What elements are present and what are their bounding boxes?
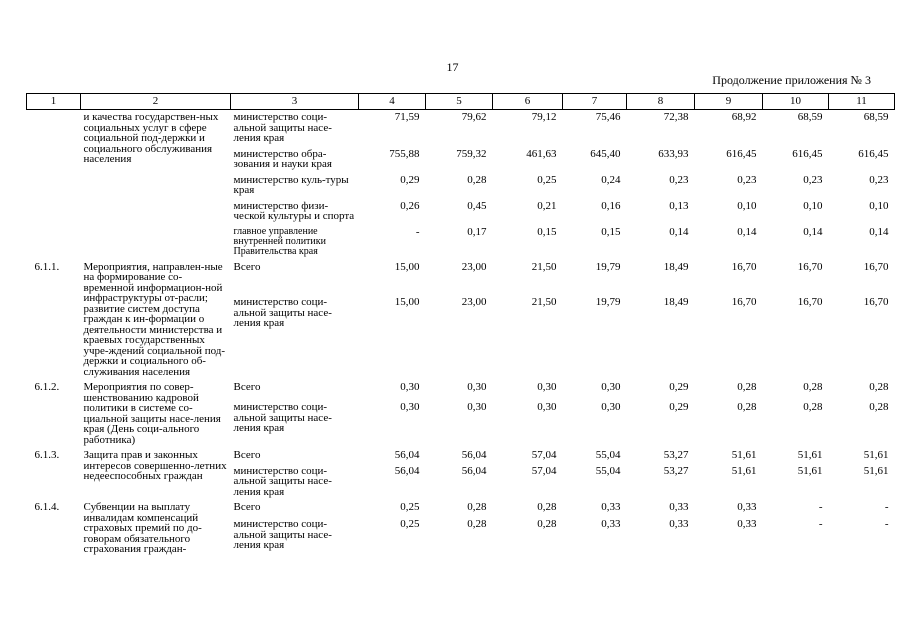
column-header: 9 (695, 94, 763, 110)
amount-cell: 755,88 (389, 147, 420, 160)
amount-cell: 53,27 (663, 464, 689, 477)
responsible-organization: министерство соци-альной защиты насе-ления края (233, 296, 332, 330)
appendix-continuation-label: Продолжение приложения № 3 (712, 73, 871, 87)
amount-cell: 461,63 (526, 147, 557, 160)
amount-cell: 79,62 (461, 111, 487, 123)
amount-cell: 0,30 (537, 381, 557, 393)
measure-name: Защита прав и законных интересов совершенно-летних недееспособных граждан (83, 449, 227, 482)
amount-cell: 0,25 (537, 173, 557, 186)
table-row (27, 500, 895, 517)
table-body (27, 110, 895, 558)
amount-cell: 68,92 (731, 111, 757, 123)
amount-cell: 53,27 (663, 449, 689, 461)
amount-cell: 0,29 (669, 401, 689, 414)
table-row (27, 380, 895, 400)
amount-cell: 0,28 (737, 381, 757, 393)
amount-cell: 0,28 (803, 401, 823, 414)
amount-cell: 0,30 (400, 401, 420, 414)
amount-cell: 55,04 (595, 449, 621, 461)
amount-cell: 0,25 (400, 518, 420, 531)
amount-cell: 19,79 (595, 296, 621, 309)
amount-cell: 0,23 (737, 173, 757, 186)
responsible-organization: Всего (233, 260, 261, 273)
amount-cell: 0,25 (400, 501, 420, 513)
column-header: 5 (426, 94, 493, 110)
responsible-organization: министерство физи-ческой культуры и спорта (233, 199, 355, 222)
amount-cell: 0,33 (737, 518, 757, 531)
measure-code: 6.1.2. (34, 381, 60, 393)
amount-cell: 51,61 (797, 449, 823, 461)
amount-cell: 51,61 (863, 449, 889, 461)
amount-cell: 16,70 (863, 260, 889, 273)
measure-name: Мероприятия по совер-шенствованию кадровой политики в системе со-циальной защиты насе-ления края (День соци-ального работника) (83, 381, 221, 446)
table-header-row (27, 94, 895, 110)
amount-cell: 0,23 (669, 173, 689, 186)
amount-cell: 51,61 (797, 464, 823, 477)
amount-cell: - (818, 501, 823, 513)
amount-cell: 0,30 (601, 401, 621, 414)
amount-cell: - (884, 501, 889, 513)
measure-code: 6.1.3. (34, 449, 60, 461)
measure-code (27, 110, 81, 260)
table-row (27, 110, 895, 147)
amount-cell: 21,50 (531, 260, 557, 273)
page-number: 17 (446, 60, 459, 74)
responsible-organization: министерство соци-альной защиты насе-ления края (233, 464, 332, 498)
amount-cell: 75,46 (595, 111, 621, 123)
amount-cell: - (415, 225, 420, 238)
amount-cell: 0,15 (601, 225, 621, 238)
amount-cell: 0,10 (803, 199, 823, 212)
amount-cell: 71,59 (394, 111, 420, 123)
amount-cell: 0,14 (669, 225, 689, 238)
amount-cell: 0,33 (601, 518, 621, 531)
amount-cell: 23,00 (461, 296, 487, 309)
amount-cell: 616,45 (726, 147, 757, 160)
amount-cell: 18,49 (663, 260, 689, 273)
amount-cell: 56,04 (394, 464, 420, 477)
amount-cell: 0,28 (869, 381, 889, 393)
amount-cell: 18,49 (663, 296, 689, 309)
amount-cell: 16,70 (863, 296, 889, 309)
amount-cell: 0,28 (467, 518, 487, 531)
responsible-organization: министерство соци-альной защиты насе-ления края (233, 518, 332, 552)
amount-cell: 0,17 (467, 225, 487, 238)
responsible-organization: Всего (233, 501, 261, 513)
table-row (27, 448, 895, 464)
amount-cell: 0,28 (467, 501, 487, 513)
amount-cell: 56,04 (394, 449, 420, 461)
amount-cell: 51,61 (731, 464, 757, 477)
amount-cell: 72,38 (663, 111, 689, 123)
amount-cell: 0,30 (537, 401, 557, 414)
amount-cell: - (884, 518, 889, 531)
amount-cell: 57,04 (531, 449, 557, 461)
amount-cell: 0,33 (669, 518, 689, 531)
amount-cell: 0,10 (869, 199, 889, 212)
responsible-organization: Всего (233, 381, 261, 393)
column-header: 8 (627, 94, 695, 110)
amount-cell: 759,32 (456, 147, 487, 160)
measure-name: Мероприятия, направлен-ные на формирование со-временной информацион-ной инфраструктуры от-расли; развитие систем доступа граждан к ин-формации о деятельности министерства и краевых государственных учре-ждений социальной под-держки и социального об-служивания населения (83, 260, 226, 378)
responsible-organization: министерство куль-туры края (233, 173, 349, 196)
amount-cell: 616,45 (858, 147, 889, 160)
amount-cell: 0,24 (601, 173, 621, 186)
amount-cell: 0,14 (803, 225, 823, 238)
amount-cell: 0,14 (737, 225, 757, 238)
responsible-organization: министерство обра-зования и науки края (233, 147, 332, 170)
amount-cell: 0,45 (467, 199, 487, 212)
amount-cell: 56,04 (461, 464, 487, 477)
amount-cell: 15,00 (394, 296, 420, 309)
amount-cell: 0,28 (869, 401, 889, 414)
responsible-organization: главное управление внутренней политики Правительства края (233, 225, 326, 257)
amount-cell: 616,45 (792, 147, 823, 160)
amount-cell: 15,00 (394, 260, 420, 273)
amount-cell: 0,23 (803, 173, 823, 186)
amount-cell: 56,04 (461, 449, 487, 461)
amount-cell: 51,61 (863, 464, 889, 477)
amount-cell: 0,16 (601, 199, 621, 212)
amount-cell: 0,14 (869, 225, 889, 238)
column-header: 10 (763, 94, 829, 110)
amount-cell: 0,28 (537, 501, 557, 513)
amount-cell: 57,04 (531, 464, 557, 477)
amount-cell: 0,26 (400, 199, 420, 212)
amount-cell: 0,30 (467, 381, 487, 393)
amount-cell: 0,33 (601, 501, 621, 513)
amount-cell: 51,61 (731, 449, 757, 461)
amount-cell: 0,28 (537, 518, 557, 531)
amount-cell: 0,33 (669, 501, 689, 513)
measure-code: 6.1.1. (34, 260, 60, 273)
amount-cell: 21,50 (531, 296, 557, 309)
amount-cell: 23,00 (461, 260, 487, 273)
measure-name: Субвенции на выплату инвалидам компенсаций страховых премий по до-говорам обязательного страхования граждан- (83, 501, 202, 555)
column-header: 4 (359, 94, 426, 110)
amount-cell: 633,93 (658, 147, 689, 160)
amount-cell: 16,70 (797, 260, 823, 273)
amount-cell: 0,30 (467, 401, 487, 414)
table-row (27, 260, 895, 296)
column-header: 6 (493, 94, 563, 110)
amount-cell: 68,59 (863, 111, 889, 123)
amount-cell: 0,13 (669, 199, 689, 212)
amount-cell: 0,23 (869, 173, 889, 186)
amount-cell: 0,30 (601, 381, 621, 393)
amount-cell: 0,33 (737, 501, 757, 513)
amount-cell: 0,21 (537, 199, 557, 212)
column-header: 2 (81, 94, 231, 110)
amount-cell: - (818, 518, 823, 531)
amount-cell: 0,15 (537, 225, 557, 238)
amount-cell: 0,28 (467, 173, 487, 186)
amount-cell: 68,59 (797, 111, 823, 123)
budget-table (26, 93, 895, 558)
amount-cell: 16,70 (797, 296, 823, 309)
amount-cell: 16,70 (731, 260, 757, 273)
amount-cell: 0,28 (737, 401, 757, 414)
measure-code: 6.1.4. (34, 501, 60, 513)
amount-cell: 79,12 (531, 111, 557, 123)
amount-cell: 0,30 (400, 381, 420, 393)
amount-cell: 0,29 (400, 173, 420, 186)
column-header: 3 (231, 94, 359, 110)
amount-cell: 0,29 (669, 381, 689, 393)
responsible-organization: Всего (233, 449, 261, 461)
column-header: 7 (563, 94, 627, 110)
amount-cell: 0,10 (737, 199, 757, 212)
responsible-organization: министерство соци-альной защиты насе-ления края (233, 111, 332, 144)
responsible-organization: министерство соци-альной защиты насе-ления края (233, 401, 332, 435)
amount-cell: 0,28 (803, 381, 823, 393)
amount-cell: 645,40 (590, 147, 621, 160)
column-header: 1 (27, 94, 81, 110)
amount-cell: 55,04 (595, 464, 621, 477)
measure-name: и качества государствен-ных социальных услуг в сфере социальной под-держки и социального обслуживания населения (83, 111, 219, 165)
amount-cell: 19,79 (595, 260, 621, 273)
column-header: 11 (829, 94, 895, 110)
amount-cell: 16,70 (731, 296, 757, 309)
